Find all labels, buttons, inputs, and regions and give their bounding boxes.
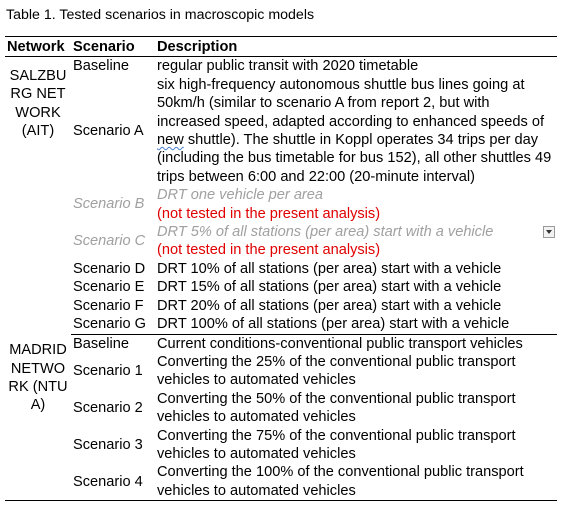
scenario-cell: Scenario 3 — [73, 436, 143, 453]
description-text: DRT one vehicle per area — [157, 187, 324, 204]
table-row — [5, 260, 557, 278]
scenario-cell: Scenario 1 — [73, 363, 143, 380]
description-cell — [155, 76, 557, 186]
scenario-cell: Scenario A — [73, 122, 144, 139]
table-row — [5, 223, 557, 260]
not-tested-note: (not tested in the present analysis) — [157, 205, 381, 222]
description-cell: regular public transit with 2020 timetable — [157, 58, 419, 75]
network-cell-madrid — [5, 334, 71, 501]
network-label-madrid: MADRID NETWORK (NTUA) — [8, 342, 68, 414]
description-cell: Converting the 100% of the conventional public transport vehicles to automated vehicles — [155, 463, 557, 500]
scenario-cell: Scenario 4 — [71, 463, 155, 500]
description-cell: DRT 10% of all stations (per area) start with a vehicle — [157, 260, 502, 277]
header-scenario: Scenario — [71, 37, 155, 57]
scenario-cell: Baseline — [73, 58, 129, 75]
scenario-cell: Scenario D — [73, 260, 146, 277]
description-cell: Converting the 75% of the conventional public transport vehicles to automated vehicles — [157, 427, 516, 462]
spellcheck-word[interactable]: new — [157, 132, 184, 149]
scenario-cell: Scenario F — [73, 297, 144, 314]
table-row — [5, 186, 557, 223]
table-row — [5, 334, 557, 353]
table-caption: Table 1. Tested scenarios in macroscopic models — [6, 7, 315, 23]
description-cell: DRT 100% of all stations (per area) start with a vehicle — [155, 315, 557, 334]
description-cell: DRT 20% of all stations (per area) start with a vehicle — [157, 297, 502, 314]
scenario-cell: Baseline — [73, 335, 129, 352]
network-label-salzburg: SALZBURG NETWORK (AIT) — [9, 67, 67, 140]
description-cell: Converting the 50% of the conventional public transport vehicles to automated vehicles — [157, 390, 516, 426]
scenario-cell: Scenario C — [73, 233, 146, 250]
table-row — [5, 76, 557, 186]
not-tested-note: (not tested in the present analysis) — [157, 242, 381, 259]
scenario-cell: Scenario 2 — [73, 399, 143, 416]
table-row — [5, 353, 557, 390]
table-row — [5, 297, 557, 315]
description-cell — [155, 223, 557, 260]
description-cell — [155, 186, 557, 223]
scenario-cell: Scenario E — [73, 279, 145, 296]
scenario-cell: Scenario G — [71, 315, 155, 334]
header-description: Description — [155, 37, 557, 57]
scenario-cell: Scenario B — [73, 196, 145, 213]
description-text: DRT 5% of all stations (per area) start with a vehicle — [157, 224, 494, 241]
description-text: six high-frequency autonomous shuttle bus lines going at 50km/h (similar to scenario A from report 2, but with increased speed, adapted according to enhanced speeds of — [157, 76, 545, 130]
table-row — [5, 278, 557, 296]
table-row — [5, 390, 557, 427]
description-cell: DRT 15% of all stations (per area) start with a vehicle — [157, 279, 502, 296]
table-row — [5, 463, 557, 500]
table-row — [5, 57, 557, 76]
description-cell: Current conditions-conventional public transport vehicles — [157, 335, 523, 352]
table-header-row — [5, 37, 557, 57]
description-cell: Converting the 25% of the conventional public transport vehicles to automated vehicles — [157, 353, 516, 389]
network-cell-salzburg — [5, 57, 71, 334]
description-text: shuttle). The shuttle in Koppl operates 34 trips per day (including the bus timetable for bus 152), all other shuttles 49 trips between 6:00 and 22:00 (20-minute interval) — [157, 132, 552, 185]
scenarios-table — [5, 36, 557, 501]
table-row — [5, 427, 557, 464]
header-network: Network — [5, 37, 71, 57]
table-row — [5, 315, 557, 334]
chevron-down-icon[interactable] — [543, 226, 555, 238]
